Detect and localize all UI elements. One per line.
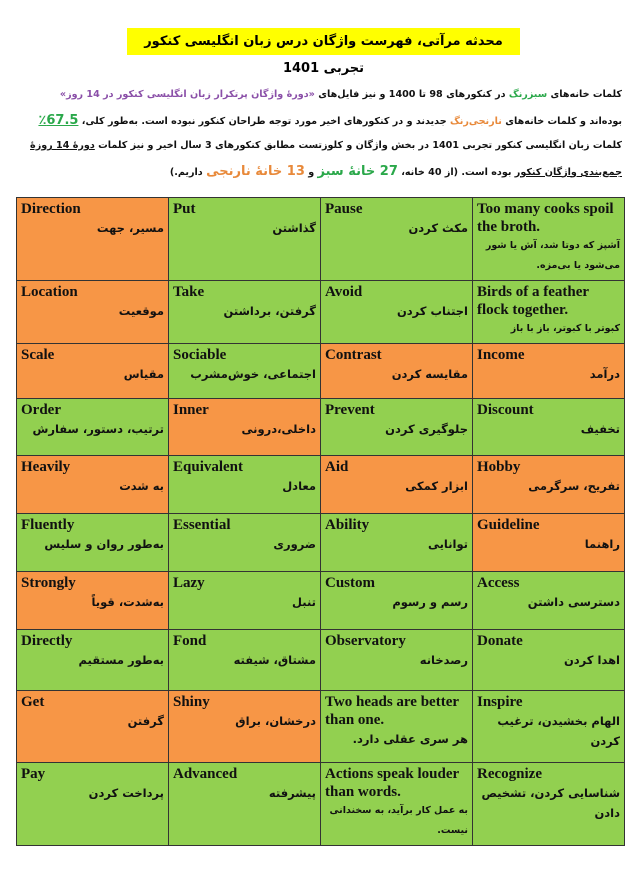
vocab-cell-green xyxy=(473,281,625,344)
vocab-cell-green xyxy=(169,344,321,399)
vocab-cell-green xyxy=(473,399,625,456)
table-row xyxy=(17,281,625,344)
intro-text: کلمات خانه‌های xyxy=(547,89,622,100)
english-term: Fluently xyxy=(21,517,75,533)
vocab-cell-green xyxy=(17,630,169,691)
english-term: Discount xyxy=(477,402,534,418)
english-term: Guideline xyxy=(477,517,540,533)
vocab-cell-orange xyxy=(321,344,473,399)
intro-line-1 xyxy=(18,82,622,108)
persian-meaning: ترتیب، دستور، سفارش xyxy=(32,422,164,436)
english-term: Donate xyxy=(477,633,523,649)
vocab-cell-green xyxy=(169,281,321,344)
persian-meaning: مکث کردن xyxy=(408,221,468,235)
english-term: Order xyxy=(21,402,61,418)
english-term: Too many cooks spoil the broth. xyxy=(477,201,614,235)
english-term: Actions speak louder than words. xyxy=(325,766,459,800)
table-row xyxy=(17,572,625,630)
english-term: Pause xyxy=(325,201,363,217)
persian-meaning: پرداخت کردن xyxy=(88,786,164,800)
english-term: Location xyxy=(21,284,78,300)
vocab-cell-green xyxy=(321,572,473,630)
percentage-highlight: 67.5٪ xyxy=(38,112,79,128)
english-term: Prevent xyxy=(325,402,375,418)
vocab-cell-green xyxy=(169,572,321,630)
persian-meaning: اهدا کردن xyxy=(563,653,620,667)
persian-meaning: آشپز که دوتا شد، آش یا شور می‌شود یا بی‌مزه. xyxy=(485,240,620,271)
persian-meaning: رسم و رسوم xyxy=(392,595,468,609)
persian-meaning: درخشان، براق xyxy=(235,714,316,728)
underlined-text: دورهٔ 14 روزهٔ xyxy=(30,140,95,151)
intro-paragraph xyxy=(18,82,622,184)
table-row xyxy=(17,456,625,514)
persian-meaning: داخلی،درونی xyxy=(241,422,316,436)
intro-line-4 xyxy=(18,159,622,185)
vocab-cell-orange xyxy=(473,456,625,514)
vocabulary-table xyxy=(16,197,625,846)
vocab-cell-orange xyxy=(17,691,169,763)
vocab-cell-green xyxy=(17,399,169,456)
persian-meaning: به‌طور مستقیم xyxy=(78,653,164,667)
english-term: Inspire xyxy=(477,694,523,710)
persian-meaning: دسترسی داشتن xyxy=(527,595,620,609)
vocab-cell-orange xyxy=(17,281,169,344)
persian-meaning: تنبل xyxy=(292,595,316,609)
orange-highlight: نارنجی‌رنگ xyxy=(449,115,502,127)
vocab-cell-green xyxy=(17,763,169,846)
vocab-cell-orange xyxy=(17,344,169,399)
english-term: Lazy xyxy=(173,575,205,591)
intro-text: کلمات زبان انگلیسی کنکور تجربی 1401 در بخش واژگان و کلوزتست مطابق کنکورهای 3 سال اخیر و نیز کلمات xyxy=(94,140,622,151)
vocab-cell-green xyxy=(473,763,625,846)
english-term: Get xyxy=(21,694,45,710)
english-term: Avoid xyxy=(325,284,363,300)
english-term: Two heads are better than one. xyxy=(325,694,459,728)
intro-text: در کنکورهای 98 تا 1400 و نیز فایل‌های xyxy=(314,89,509,100)
vocab-cell-green xyxy=(17,514,169,572)
vocab-cell-orange xyxy=(169,691,321,763)
vocab-cell-orange xyxy=(17,198,169,281)
intro-line-3 xyxy=(18,133,622,159)
persian-meaning: اجتماعی، خوش‌مشرب xyxy=(190,367,316,381)
vocab-cell-green xyxy=(321,514,473,572)
vocab-cell-green xyxy=(169,514,321,572)
persian-meaning: رصدخانه xyxy=(419,653,468,667)
persian-meaning: مسیر، جهت xyxy=(96,221,164,235)
persian-meaning: به عمل کار برآید، به سخندانی نیست. xyxy=(329,805,468,836)
vocab-cell-orange xyxy=(17,456,169,514)
persian-meaning: ضروری xyxy=(273,537,316,551)
table-row xyxy=(17,198,625,281)
english-term: Inner xyxy=(173,402,209,418)
orange-count: 13 خانهٔ نارنجی xyxy=(206,163,305,179)
persian-meaning: معادل xyxy=(282,479,316,493)
persian-meaning: درآمد xyxy=(589,367,620,381)
english-term: Ability xyxy=(325,517,370,533)
persian-meaning: تفریح، سرگرمی xyxy=(528,479,620,493)
vocab-cell-green xyxy=(169,630,321,691)
green-highlight: سبزرنگ xyxy=(508,89,548,100)
persian-meaning: مقایسه کردن xyxy=(391,367,468,381)
persian-meaning: الهام بخشیدن، ترغیب کردن xyxy=(497,714,620,748)
vocab-cell-green xyxy=(473,572,625,630)
vocab-cell-green xyxy=(321,198,473,281)
english-term: Income xyxy=(477,347,525,363)
vocab-cell-green xyxy=(473,691,625,763)
vocab-cell-green xyxy=(321,763,473,846)
course-name-highlight: «دورهٔ واژگان پرتکرار زبان انگلیسی کنکور در 14 روز» xyxy=(59,89,315,100)
intro-text: بوده‌اند و کلمات خانه‌های xyxy=(501,115,622,127)
english-term: Shiny xyxy=(173,694,210,710)
persian-meaning: اجتناب کردن xyxy=(396,304,468,318)
table-row xyxy=(17,514,625,572)
english-term: Access xyxy=(477,575,520,591)
persian-meaning: به شدت xyxy=(119,479,164,493)
intro-text: و xyxy=(304,166,318,178)
english-term: Observatory xyxy=(325,633,406,649)
english-term: Essential xyxy=(173,517,231,533)
persian-meaning: مشتاق، شیفته xyxy=(233,653,316,667)
english-term: Pay xyxy=(21,766,46,782)
vocab-cell-green xyxy=(321,691,473,763)
english-term: Strongly xyxy=(21,575,76,591)
table-row xyxy=(17,344,625,399)
persian-meaning: هر سری عقلی دارد. xyxy=(352,732,468,746)
vocab-cell-green xyxy=(321,630,473,691)
english-term: Recognize xyxy=(477,766,542,782)
vocab-cell-orange xyxy=(473,344,625,399)
vocab-cell-orange xyxy=(17,572,169,630)
vocab-cell-orange xyxy=(169,399,321,456)
vocab-cell-green xyxy=(169,763,321,846)
vocab-cell-green xyxy=(473,198,625,281)
english-term: Contrast xyxy=(325,347,382,363)
persian-meaning: تخفیف xyxy=(580,422,620,436)
persian-meaning: به‌شدت، قویاً xyxy=(91,595,164,609)
english-term: Equivalent xyxy=(173,459,244,475)
vocab-cell-green xyxy=(473,630,625,691)
persian-meaning: گذاشتن xyxy=(272,221,316,235)
persian-meaning: مقیاس xyxy=(123,367,164,381)
vocab-cell-orange xyxy=(321,456,473,514)
persian-meaning: گرفتن، برداشتن xyxy=(223,304,316,318)
persian-meaning: توانایی xyxy=(427,537,468,551)
persian-meaning: موقعیت xyxy=(118,304,164,318)
vocab-cell-green xyxy=(169,456,321,514)
intro-text: بوده است. (از 40 خانه، xyxy=(397,166,515,178)
table-row xyxy=(17,630,625,691)
persian-meaning: کبوتر با کبوتر، باز با باز xyxy=(510,323,620,334)
intro-line-2 xyxy=(18,108,622,134)
vocab-cell-green xyxy=(321,281,473,344)
persian-meaning: شناسایی کردن، تشخیص دادن xyxy=(481,786,620,820)
english-term: Heavily xyxy=(21,459,71,475)
english-term: Advanced xyxy=(173,766,238,782)
english-term: Birds of a feather flock together. xyxy=(477,284,589,318)
english-term: Take xyxy=(173,284,205,300)
vocab-cell-green xyxy=(169,198,321,281)
intro-text: جدیدند و در کنکورهای اخیر مورد توجه طراحان کنکور نبوده است. به‌طور کلی، xyxy=(78,115,450,127)
persian-meaning: ابزار کمکی xyxy=(405,479,468,493)
table-row xyxy=(17,399,625,456)
english-term: Scale xyxy=(21,347,55,363)
english-term: Direction xyxy=(21,201,81,217)
vocab-cell-orange xyxy=(473,514,625,572)
english-term: Put xyxy=(173,201,196,217)
vocab-cell-green xyxy=(321,399,473,456)
persian-meaning: پیشرفته xyxy=(268,786,316,800)
english-term: Aid xyxy=(325,459,349,475)
english-term: Directly xyxy=(21,633,73,649)
english-term: Sociable xyxy=(173,347,227,363)
table-row xyxy=(17,763,625,846)
intro-text: داریم.) xyxy=(169,166,207,178)
english-term: Fond xyxy=(173,633,207,649)
english-term: Hobby xyxy=(477,459,521,475)
persian-meaning: به‌طور روان و سلیس xyxy=(44,537,164,551)
english-term: Custom xyxy=(325,575,376,591)
persian-meaning: جلوگیری کردن xyxy=(385,422,468,436)
persian-meaning: راهنما xyxy=(584,537,620,551)
persian-meaning: گرفتن xyxy=(127,714,164,728)
green-count: 27 خانهٔ سبز xyxy=(317,163,398,179)
table-row xyxy=(17,691,625,763)
underlined-text: جمع‌بندی واژگان کنکور xyxy=(514,166,622,178)
page-title: محدثه مرآتی، فهرست واژگان درس زبان انگلیسی کنکور تجربی 1401 xyxy=(127,28,520,55)
